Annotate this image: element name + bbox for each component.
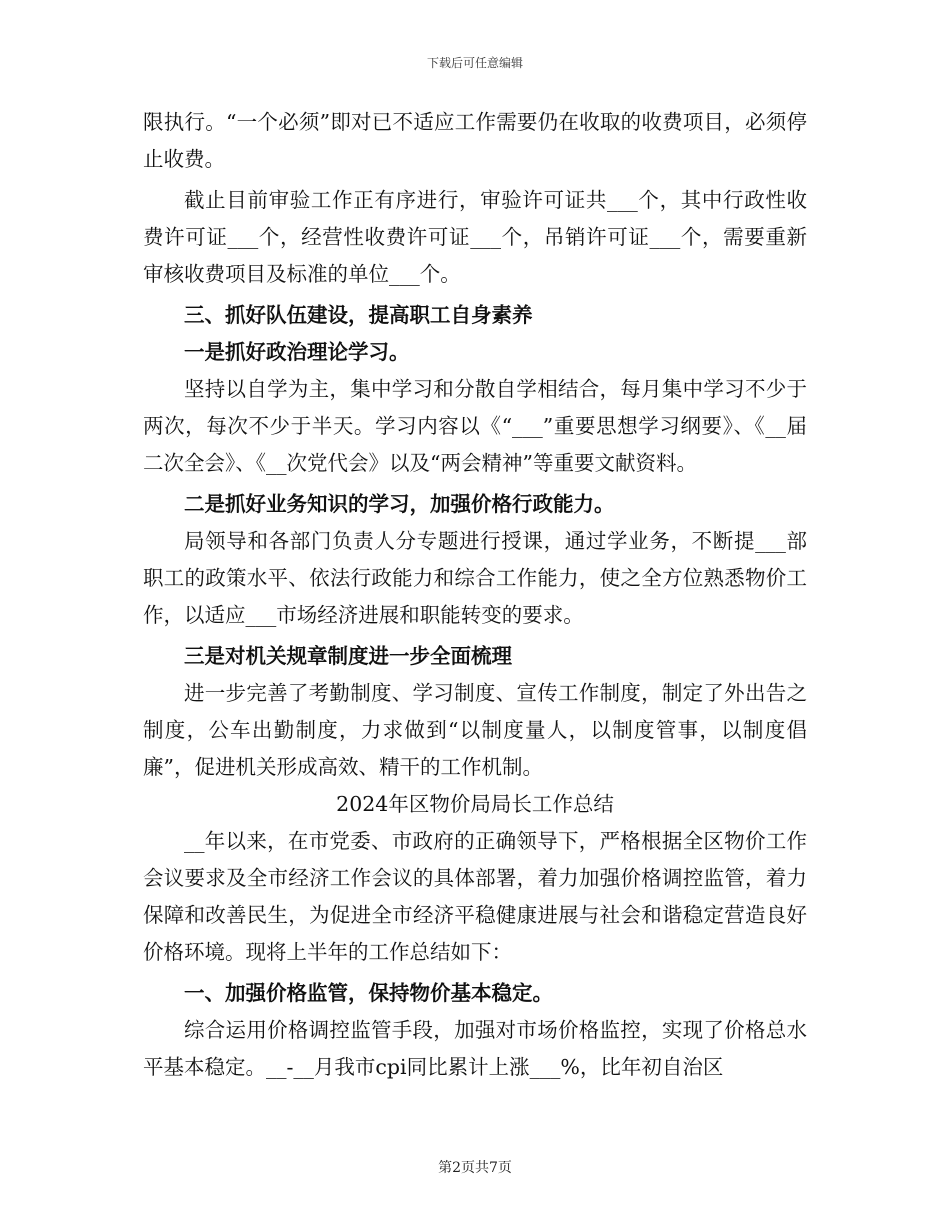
paragraph: 截止目前审验工作正有序进行，审验许可证共___个，其中行政性收费许可证___个，经营性收费许可证___个，吊销许可证___个，需要重新审核收费项目及标准的单位___个。	[143, 188, 807, 286]
section-heading: 一、加强价格监管，保持物价基本稳定。	[184, 981, 553, 1005]
paragraph: 限执行。“一个必须”即对已不适应工作需要仍在收取的收费项目，必须停止收费。	[143, 110, 807, 171]
paragraph: 局领导和各部门负责人分专题进行授课，通过学业务，不断提___部职工的政策水平、依法行政能力和综合工作能力，使之全方位熟悉物价工作，以适应___市场经济进展和职能转变的要求。	[143, 529, 807, 627]
page-footer: 第2页共7页	[438, 1160, 512, 1176]
paragraph: __年以来，在市党委、市政府的正确领导下，严格根据全区物价工作会议要求及全市经济工作会议的具体部署，着力加强价格调控监管，着力保障和改善民生，为促进全市经济平稳健康进展与社会和谐稳定营造良好价格环境。现将上半年的工作总结如下：	[143, 829, 807, 964]
subsection-heading: 三是对机关规章制度进一步全面梳理	[184, 644, 512, 668]
page-header: 下载后可任意编辑	[426, 56, 523, 70]
section-heading: 三、抓好队伍建设，提高职工自身素养	[184, 303, 533, 327]
paragraph: 进一步完善了考勤制度、学习制度、宣传工作制度，制定了外出告之制度，公车出勤制度，力求做到“以制度量人，以制度管事，以制度倡廉”，促进机关形成高效、精干的工作机制。	[143, 681, 807, 779]
document-title: 2024年区物价局局长工作总结	[336, 792, 614, 816]
document-body	[143, 104, 807, 1086]
paragraph: 坚持以自学为主，集中学习和分散自学相结合，每月集中学习不少于两次，每次不少于半天。学习内容以《“___”重要思想学习纲要》、《__届二次全会》、《__次党代会》以及“两会精神”等重要文献资料。	[143, 377, 807, 475]
subsection-heading: 一是抓好政治理论学习。	[184, 340, 410, 364]
subsection-heading: 二是抓好业务知识的学习，加强价格行政能力。	[184, 492, 615, 516]
paragraph: 综合运用价格调控监管手段，加强对市场价格监控，实现了价格总水平基本稳定。__-__月我市cpi同比累计上涨___%，比年初自治区	[143, 1018, 807, 1079]
